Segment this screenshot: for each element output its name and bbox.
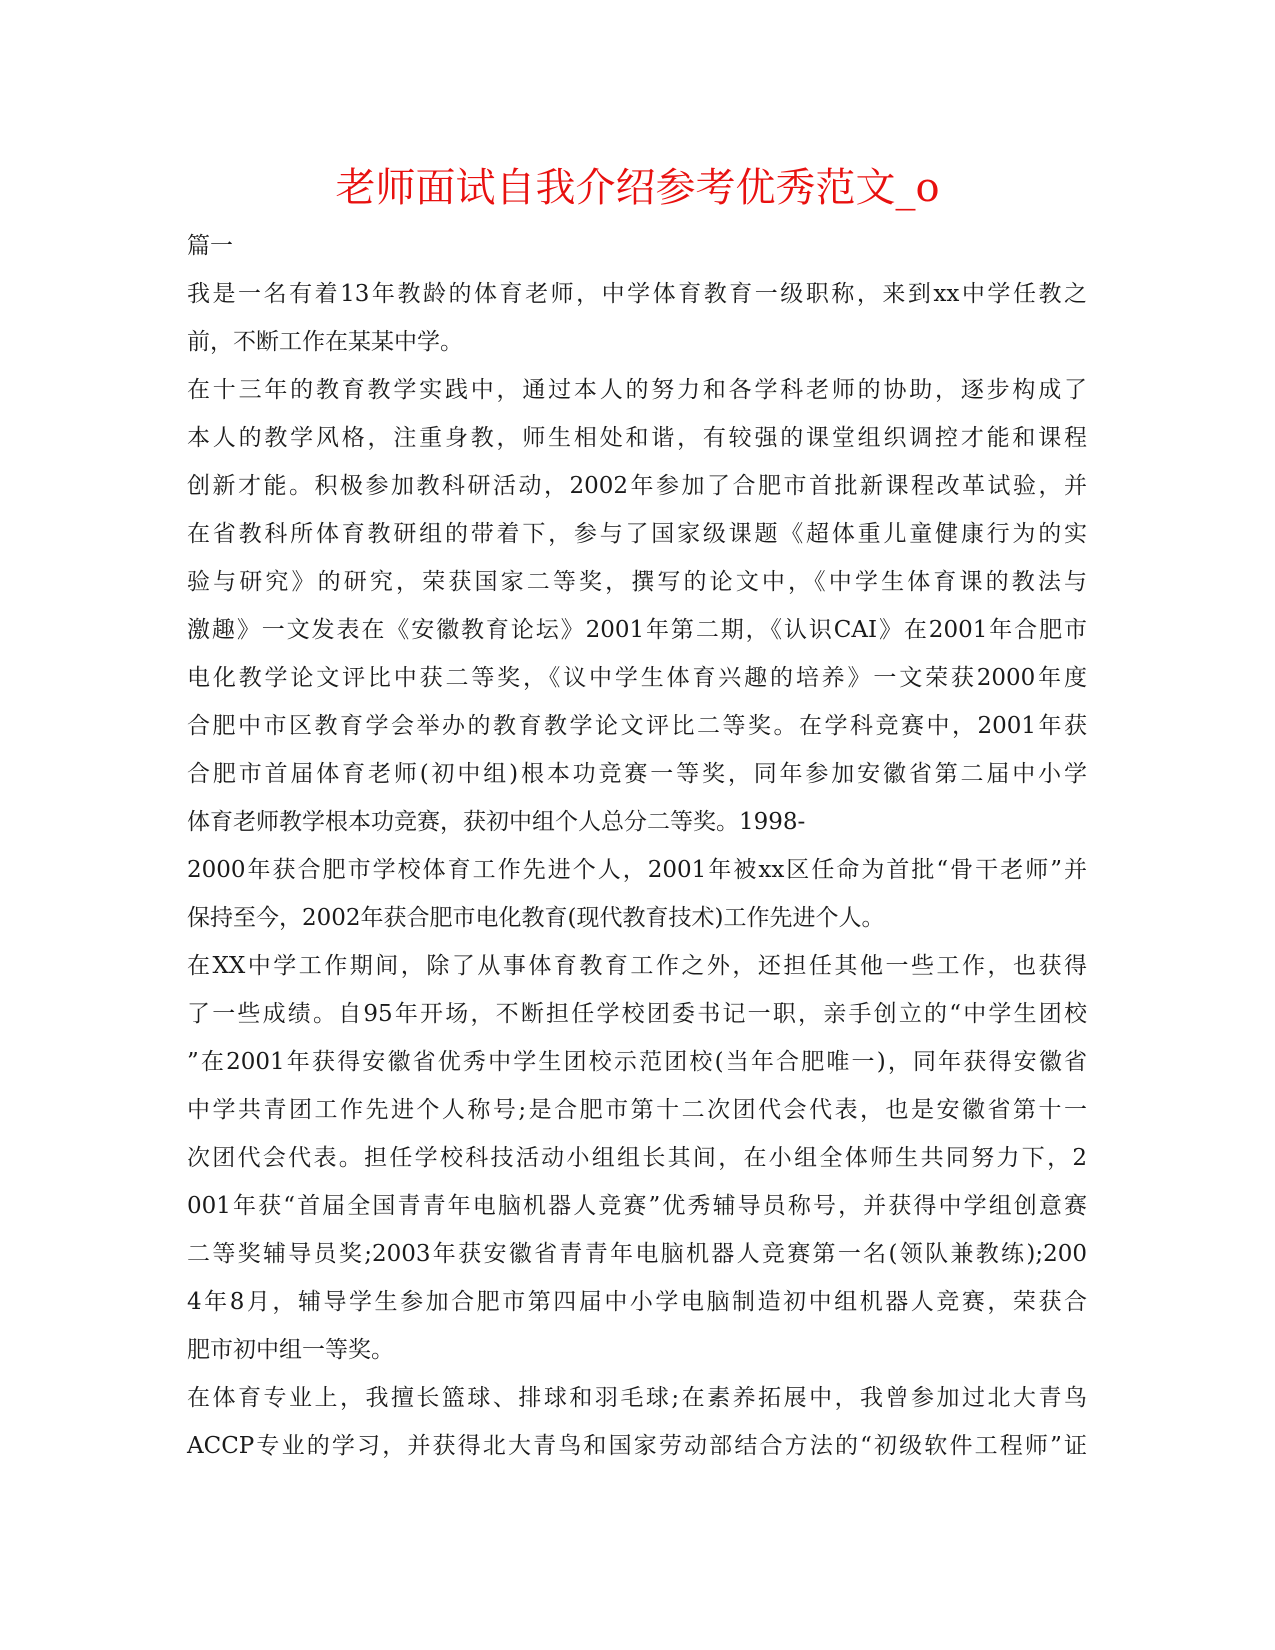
text-line: 电化教学论文评比中获二等奖，《议中学生体育兴趣的培养》一文荣获2000年度 xyxy=(187,665,1087,691)
document-body xyxy=(187,222,1087,1470)
text-line: 二等奖辅导员奖;2003年获安徽省青青年电脑机器人竞赛第一名(领队兼教练);200 xyxy=(187,1241,1087,1267)
text-line: 合肥市首届体育老师(初中组)根本功竞赛一等奖，同年参加安徽省第二届中小学 xyxy=(187,761,1087,787)
text-line: ”在2001年获得安徽省优秀中学生团校示范团校(当年合肥唯一)，同年获得安徽省 xyxy=(187,1049,1087,1075)
text-line: 创新才能。积极参加教科研活动，2002年参加了合肥市首批新课程改革试验，并 xyxy=(187,473,1087,499)
text-line: 在省教科所体育教研组的带着下，参与了国家级课题《超体重儿童健康行为的实 xyxy=(187,521,1087,547)
paragraph-4 xyxy=(187,1374,1087,1470)
text-line: 2000年获合肥市学校体育工作先进个人，2001年被xx区任命为首批“骨干老师”并 xyxy=(187,857,1087,883)
text-line: 次团代会代表。担任学校科技活动小组组长其间，在小组全体师生共同努力下，2 xyxy=(187,1145,1087,1171)
text-line: 保持至今，2002年获合肥市电化教育(现代教育技术)工作先进个人。 xyxy=(187,905,885,931)
text-line: 前，不断工作在某某中学。 xyxy=(187,329,463,355)
text-line: 肥市初中组一等奖。 xyxy=(187,1337,394,1363)
text-line: 中学共青团工作先进个人称号;是合肥市第十二次团代会代表，也是安徽省第十一 xyxy=(187,1097,1087,1123)
text-line: 我是一名有着13年教龄的体育老师，中学体育教育一级职称，来到xx中学任教之 xyxy=(187,281,1087,307)
text-line: 在体育专业上，我擅长篮球、排球和羽毛球;在素养拓展中，我曾参加过北大青鸟 xyxy=(187,1385,1087,1411)
text-line: 了一些成绩。自95年开场，不断担任学校团委书记一职，亲手创立的“中学生团校 xyxy=(187,1001,1087,1027)
paragraph-3 xyxy=(187,942,1087,1374)
text-line: 激趣》一文发表在《安徽教育论坛》2001年第二期，《认识CAI》在2001年合肥市 xyxy=(187,617,1087,643)
section-label: 篇一 xyxy=(187,233,233,259)
text-line: 体育老师教学根本功竞赛，获初中组个人总分二等奖。1998- xyxy=(187,809,806,835)
text-line: 4年8月，辅导学生参加合肥市第四届中小学电脑制造初中组机器人竞赛，荣获合 xyxy=(187,1289,1087,1315)
text-line: 001年获“首届全国青青年电脑机器人竞赛”优秀辅导员称号，并获得中学组创意赛 xyxy=(187,1193,1087,1219)
text-line: 在十三年的教育教学实践中，通过本人的努力和各学科老师的协助，逐步构成了 xyxy=(187,377,1087,403)
text-line: 合肥中市区教育学会举办的教育教学论文评比二等奖。在学科竞赛中，2001年获 xyxy=(187,713,1087,739)
paragraph-1 xyxy=(187,270,1087,366)
text-line: 在XX中学工作期间，除了从事体育教育工作之外，还担任其他一些工作，也获得 xyxy=(187,953,1087,979)
document-title: 老师面试自我介绍参考优秀范文_o xyxy=(335,165,940,211)
text-line: 验与研究》的研究，荣获国家二等奖，撰写的论文中，《中学生体育课的教法与 xyxy=(187,569,1087,595)
paragraph-2 xyxy=(187,366,1087,942)
text-line: 本人的教学风格，注重身教，师生相处和谐，有较强的课堂组织调控才能和课程 xyxy=(187,425,1087,451)
text-line: ACCP专业的学习，并获得北大青鸟和国家劳动部结合方法的“初级软件工程师”证 xyxy=(187,1433,1087,1459)
